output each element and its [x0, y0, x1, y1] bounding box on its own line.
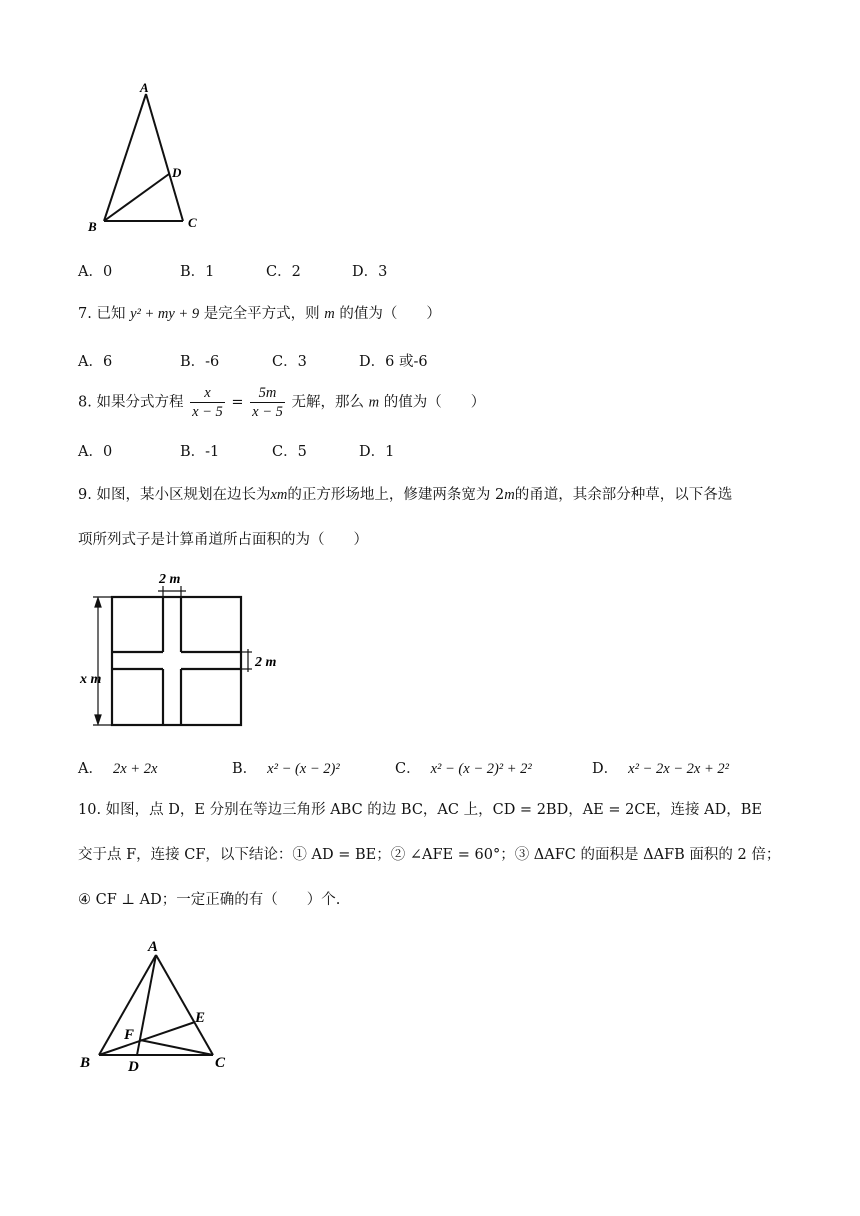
label-right-2m: 2 m	[255, 655, 277, 670]
label-c: C	[215, 1055, 226, 1071]
q7-option-b: B．-6	[180, 354, 220, 370]
q10-stem-line-3: ④ CF ⊥ AD；一定正确的有（ ）个.	[78, 892, 341, 908]
q7-option-c: C．3	[272, 354, 307, 370]
q7-stem: 7. 已知 y² + my + 9 是完全平方式，则 m 的值为（ ）	[78, 306, 441, 322]
fraction-2: $\frac{5m}{x - 5}$	[252, 385, 283, 420]
side-ac	[156, 955, 213, 1055]
label-a: A	[148, 939, 159, 955]
label-e: E	[195, 1010, 206, 1026]
q7-option-d: D．6 或-6	[359, 354, 428, 370]
segment-cf	[140, 1040, 213, 1055]
label-c: C	[188, 215, 197, 230]
q10-stem-line-1: 10. 如图，点 D，E 分别在等边三角形 ABC 的边 BC，AC 上，CD = 2BD，AE = 2CE，连接 AD，BE	[78, 802, 762, 818]
q6-option-d: D．3	[352, 264, 388, 280]
q9-option-a: A． 2x + 2x	[78, 761, 158, 777]
q9-option-d: D． x² − 2x − 2x + 2²	[592, 761, 729, 777]
label-b: B	[88, 219, 97, 234]
label-a: A	[140, 80, 149, 95]
q7-option-a: A．6	[78, 354, 113, 370]
label-f: F	[124, 1027, 135, 1043]
q8-stem: 8. 如果分式方程 $\frac{x}{x - 5}$ = $\frac{5m}{x - 5}$ 无解，那么 m 的值为（ ）	[78, 385, 486, 420]
q9-option-c: C． x² − (x − 2)² + 2²	[395, 761, 532, 777]
q9-option-b: B． x² − (x − 2)²	[232, 761, 340, 777]
q6-option-b: B．1	[180, 264, 215, 280]
q8-option-c: C．5	[272, 444, 307, 460]
label-left-xm: x m	[80, 672, 102, 687]
label-top-2m: 2 m	[159, 572, 181, 587]
q8-option-b: B．-1	[180, 444, 220, 460]
q8-option-d: D．1	[359, 444, 395, 460]
q6-option-c: C．2	[266, 264, 301, 280]
label-b: B	[80, 1055, 91, 1071]
label-d: D	[172, 165, 182, 180]
q9-stem-line-1: 9. 如图，某小区规划在边长为xm的正方形场地上，修建两条宽为 2m的甬道，其余部分种草，以下各选	[78, 487, 733, 503]
segment-be	[99, 1022, 195, 1055]
q10-stem-line-2: 交于点 F，连接 CF，以下结论：① AD = BE；② ∠AFE = 60°；③ ΔAFC 的面积是 ΔAFB 面积的 2 倍；	[78, 847, 781, 863]
q8-option-a: A．0	[78, 444, 113, 460]
q9-stem-line-2: 项所列式子是计算甬道所占面积的为（ ）	[78, 532, 368, 548]
q6-option-a: A．0	[78, 264, 113, 280]
fraction-1: $\frac{x}{x - 5}$	[192, 385, 223, 420]
label-d: D	[128, 1059, 139, 1075]
